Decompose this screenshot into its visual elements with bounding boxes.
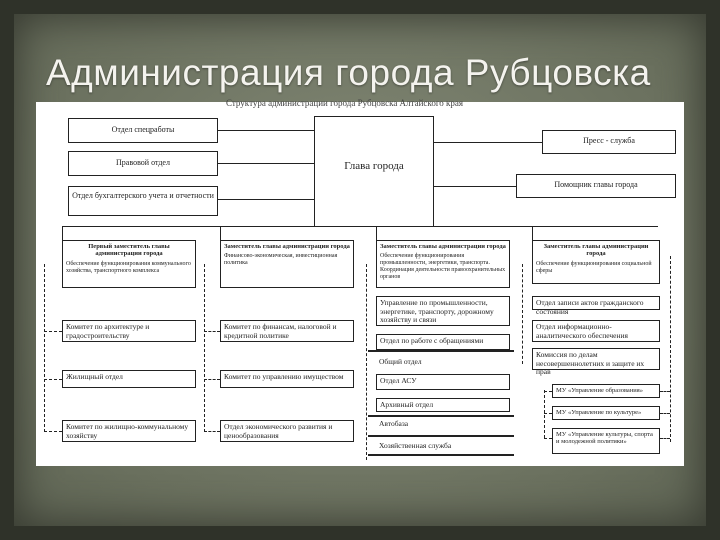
deputy-4-title: Заместитель главы администрации города: [543, 243, 649, 258]
connector: [376, 226, 377, 240]
dashed-connector: [544, 391, 552, 392]
dashed-connector: [204, 331, 220, 332]
dashed-connector: [204, 379, 220, 380]
col4-item: Отдел записи актов гражданского состояния: [532, 296, 660, 310]
org-chart: [36, 98, 684, 466]
city-head-top-edge: [314, 116, 434, 117]
dept-press: Пресс - служба: [542, 130, 676, 154]
deputy-1-scope: Обеспечение функционирования коммунального хозяйства, транспортного комплекса: [66, 260, 191, 274]
col3-item: Управление по промышленности, энергетике, транспорту, дорожному хозяйству и связи: [376, 296, 510, 326]
col3-item: Отдел АСУ: [376, 374, 510, 390]
dashed-connector: [44, 379, 62, 380]
col4-item: Отдел информационно-аналитического обеспечения: [532, 320, 660, 342]
dashed-connector: [366, 264, 367, 460]
dashed-connector: [660, 413, 670, 414]
deputy-4: [532, 240, 660, 284]
dashed-connector: [544, 438, 552, 439]
col4-item: МУ «Управление культуры, спорта и молодежной политики»: [552, 428, 660, 454]
dashed-connector: [204, 264, 205, 432]
separator: [368, 454, 514, 456]
connector: [218, 130, 314, 131]
deputy-4-scope: Обеспечение функционирования социальной сферы: [536, 260, 652, 274]
connector: [220, 226, 221, 240]
connector: [434, 142, 542, 143]
dashed-connector: [44, 431, 62, 432]
dashed-connector: [660, 438, 670, 439]
connector: [434, 186, 516, 187]
slide-title: Администрация города Рубцовска: [46, 52, 651, 93]
connector: [532, 226, 533, 240]
bus-line: [62, 226, 658, 227]
col2-item: Комитет по управлению имуществом: [220, 370, 354, 388]
dept-legal: Правовой отдел: [68, 151, 218, 176]
col3-item: Хозяйственная служба: [376, 440, 510, 454]
col4-item: Комиссия по делам несовершеннолетних и защите их прав: [532, 348, 660, 370]
col2-item: Отдел экономического развития и ценообразования: [220, 420, 354, 442]
separator: [368, 435, 514, 437]
col3-item: Архивный отдел: [376, 398, 510, 412]
deputy-1: [62, 240, 196, 288]
deputy-3-scope: Обеспечение функционирования промышленности, энергетики, транспорта. Координация деятельности правоохранительных органов: [380, 253, 506, 281]
deputy-2-scope: Финансово-экономическая, инвестиционная политика: [224, 253, 338, 267]
deputy-3-title: Заместитель главы администрации города: [380, 243, 506, 250]
col1-item: Жилищный отдел: [62, 370, 196, 388]
separator: [368, 350, 514, 352]
dashed-connector: [44, 331, 62, 332]
dept-spec-work: Отдел спецработы: [68, 118, 218, 143]
dashed-connector: [44, 264, 45, 432]
deputy-1-title: Первый заместитель главы администрации города: [88, 243, 170, 258]
col3-item: Общий отдел: [376, 356, 510, 370]
separator: [368, 415, 514, 417]
connector: [62, 226, 63, 240]
col4-item: МУ «Управление по культуре»: [552, 406, 660, 420]
dept-accounting: Отдел бухгалтерского учета и отчетности: [68, 186, 218, 216]
col1-item: Комитет по архитектуре и градостроительству: [62, 320, 196, 342]
deputy-2-title: Заместитель главы администрации города: [224, 243, 350, 250]
dashed-connector: [204, 431, 220, 432]
deputy-3: [376, 240, 510, 288]
connector: [218, 199, 314, 200]
col2-item: Комитет по финансам, налоговой и кредитной политике: [220, 320, 354, 342]
dashed-connector: [544, 413, 552, 414]
col4-item: МУ «Управление образования»: [552, 384, 660, 398]
chart-header: Структура администрации города Рубцовска Алтайского края: [226, 98, 464, 108]
col3-item: Отдел по работе с обращениями: [376, 334, 510, 350]
connector: [218, 163, 314, 164]
dashed-connector: [660, 391, 670, 392]
deputy-2: [220, 240, 354, 288]
col3-item: Автобаза: [376, 418, 510, 432]
assistant-head: Помощник главы города: [516, 174, 676, 198]
city-head: Глава города: [314, 116, 434, 226]
col1-item: Комитет по жилищно-коммунальному хозяйству: [62, 420, 196, 442]
dashed-connector: [670, 256, 671, 442]
dashed-connector: [522, 264, 523, 364]
dashed-connector: [544, 390, 545, 438]
